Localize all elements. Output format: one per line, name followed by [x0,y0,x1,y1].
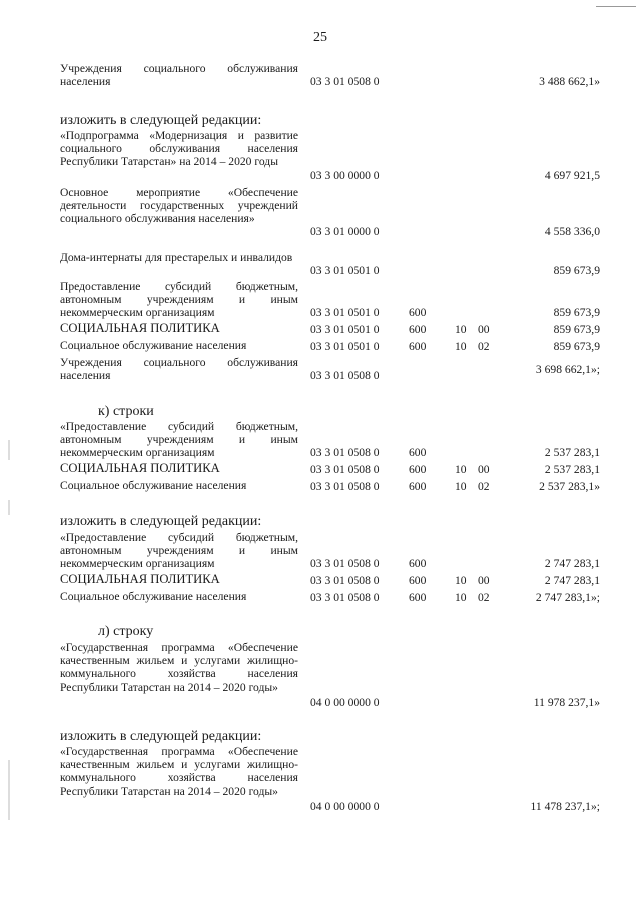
expense-type-code: 600 [409,445,427,459]
row-name: Социальное обслуживание населения [60,590,247,603]
row-name: «Предоставление субсидий бюджетным, автономным учреждениям и иным некоммерческим организациям [60,531,298,571]
table-row [0,251,640,277]
row-name: СОЦИАЛЬНАЯ ПОЛИТИКА [60,461,220,475]
heading-text: л) строку [98,624,154,639]
expense-type-code: 600 [409,556,427,570]
expense-type-code: 600 [409,322,427,336]
subsection-code: 00 [478,322,490,336]
target-article-code: 03 3 01 0501 0 [310,339,380,353]
expense-type-code: 600 [409,590,427,604]
amount-value: 2 537 283,1 [544,462,600,476]
table-row [0,531,640,570]
subsection-code: 02 [478,339,490,353]
row-name: Социальное обслуживание населения [60,339,247,352]
table-row [0,280,640,319]
target-article-code: 03 3 01 0508 0 [310,445,380,459]
target-article-code: 03 3 01 0000 0 [310,224,380,238]
amount-value: 4 697 921,5 [544,168,600,182]
target-article-code: 03 3 01 0508 0 [310,74,380,88]
row-name: СОЦИАЛЬНАЯ ПОЛИТИКА [60,321,220,335]
target-article-code: 03 3 01 0508 0 [310,462,380,476]
scan-edge-line [596,6,636,7]
table-row [0,339,640,353]
heading-text: к) строки [98,404,154,419]
target-article-code: 03 3 01 0508 0 [310,556,380,570]
target-article-code: 03 3 01 0501 0 [310,322,380,336]
row-name: Учреждения социального обслуживания населения [60,62,298,89]
target-article-code: 03 3 01 0508 0 [310,368,380,382]
table-row [0,356,640,382]
row-name: «Предоставление субсидий бюджетным, автономным учреждениям и иным некоммерческим организациям [60,420,298,460]
expense-type-code: 600 [409,479,427,493]
heading-text: изложить в следующей редакции: [60,729,262,744]
target-article-code: 03 3 01 0508 0 [310,573,380,587]
amount-value: 2 747 283,1 [544,573,600,587]
expense-type-code: 600 [409,339,427,353]
section-code: 10 [455,462,467,476]
heading-text: изложить в следующей редакции: [60,113,262,128]
section-code: 10 [455,339,467,353]
row-name: «Государственная программа «Обеспечение качественным жильем и услугами жилищно-коммунального хозяйства населения Республики Татарстан на 2014 – 2020 годы» [60,641,298,694]
amount-value: 859 673,9 [553,322,600,336]
expense-type-code: 600 [409,462,427,476]
section-code: 10 [455,479,467,493]
table-row [0,186,640,238]
target-article-code: 03 3 01 0501 0 [310,305,380,319]
row-name: Предоставление субсидий бюджетным, автономным учреждениям и иным некоммерческим организациям [60,280,298,320]
row-name: СОЦИАЛЬНАЯ ПОЛИТИКА [60,572,220,586]
section-code: 10 [455,590,467,604]
amount-value: 2 537 283,1» [539,479,600,493]
table-row [0,479,640,493]
target-article-code: 04 0 00 0000 0 [310,800,380,813]
row-name: Социальное обслуживание населения [60,479,247,492]
amount-value: 859 673,9 [553,263,600,277]
amount-value: 2 747 283,1»; [535,590,600,604]
page-number: 25 [313,30,327,45]
table-row [0,573,640,587]
row-name: Дома-интернаты для престарелых и инвалидов [60,251,293,264]
amount-value: 11 978 237,1» [533,696,600,709]
row-name: «Государственная программа «Обеспечение качественным жильем и услугами жилищно-коммунального хозяйства населения Республики Татарстан на 2014 – 2020 годы» [60,745,298,798]
amount-value: 3 488 662,1» [539,74,600,88]
target-article-code: 03 3 00 0000 0 [310,168,380,182]
row-name: «Подпрограмма «Модернизация и развитие социального обслуживания населения Республики Татарстан» на 2014 – 2020 годы [60,129,298,169]
expense-type-code: 600 [409,573,427,587]
subsection-code: 02 [478,590,490,604]
expense-type-code: 600 [409,305,427,319]
target-article-code: 04 0 00 0000 0 [310,696,380,709]
scan-margin-marks [8,420,10,900]
table-row [0,62,640,88]
amount-value: 859 673,9 [553,305,600,319]
table-row [0,641,640,707]
amount-value: 4 558 336,0 [544,224,600,238]
target-article-code: 03 3 01 0508 0 [310,590,380,604]
table-row [0,322,640,336]
table-row [0,129,640,182]
target-article-code: 03 3 01 0508 0 [310,479,380,493]
target-article-code: 03 3 01 0501 0 [310,263,380,277]
table-row [0,420,640,459]
amount-value: 11 478 237,1»; [530,800,600,813]
subsection-code: 00 [478,573,490,587]
amount-value: 2 747 283,1 [544,556,600,570]
heading-text: изложить в следующей редакции: [60,514,262,529]
subsection-code: 00 [478,462,490,476]
amount-value: 3 698 662,1»; [535,363,600,376]
row-name: Учреждения социального обслуживания населения [60,356,298,383]
section-code: 10 [455,322,467,336]
section-code: 10 [455,573,467,587]
table-row [0,745,640,811]
subsection-code: 02 [478,479,490,493]
row-name: Основное мероприятие «Обеспечение деятельности государственных учреждений социального обслуживания населения» [60,186,298,226]
table-row [0,590,640,604]
amount-value: 859 673,9 [553,339,600,353]
amount-value: 2 537 283,1 [544,445,600,459]
table-row [0,462,640,476]
